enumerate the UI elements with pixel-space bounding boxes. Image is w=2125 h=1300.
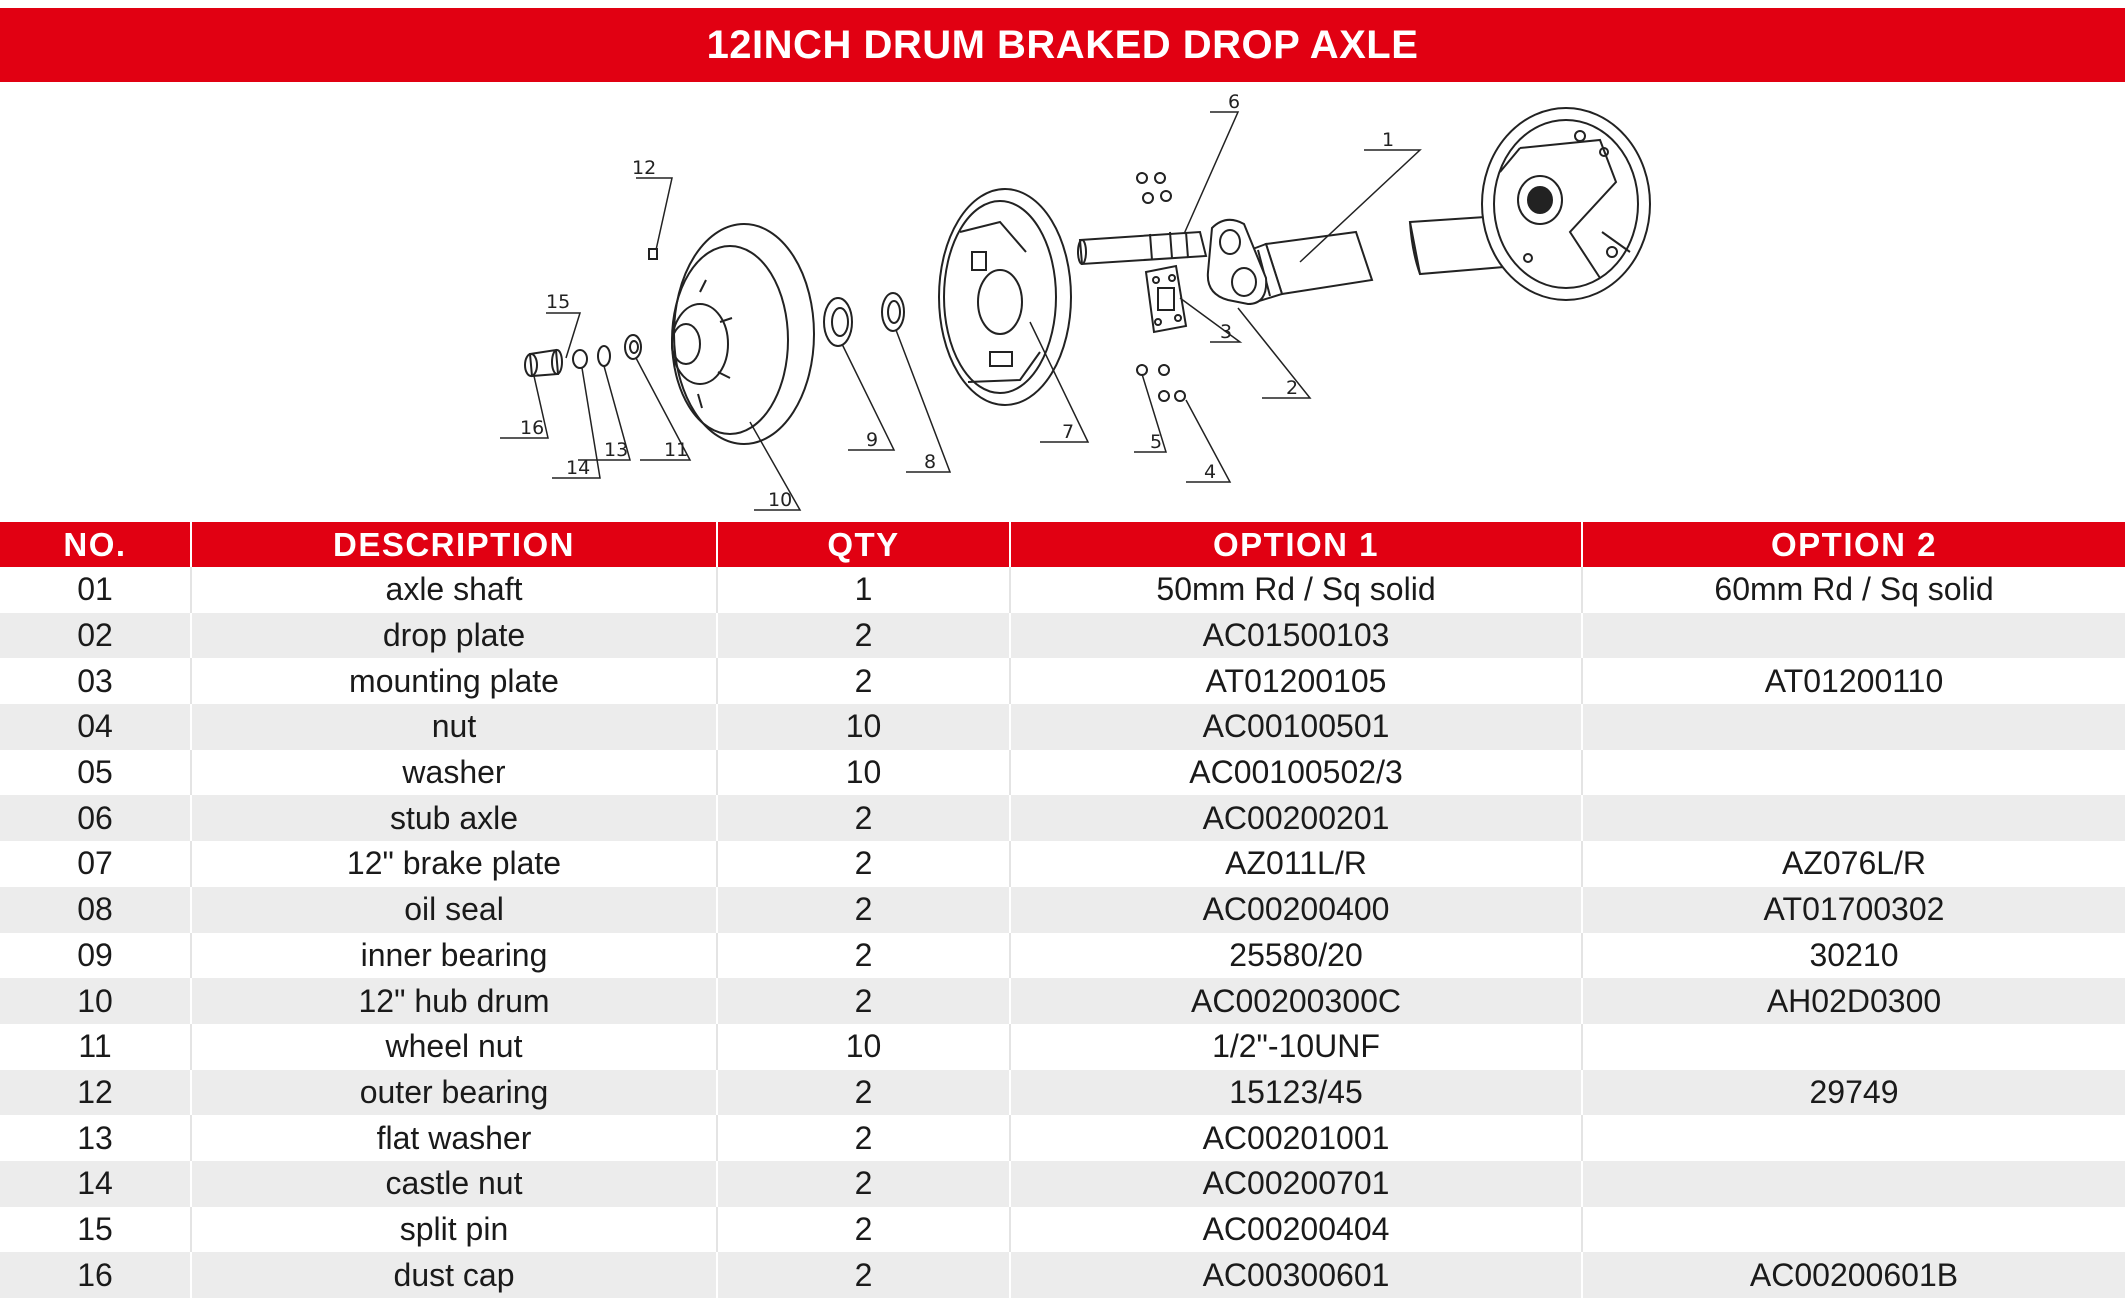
hub-drum-drawing: [672, 224, 814, 444]
callout-12: 12: [632, 157, 657, 179]
cell-option-2: [1582, 613, 2125, 659]
cell-no: 10: [0, 978, 191, 1024]
cell-option-1: 25580/20: [1010, 933, 1582, 979]
cell-description: mounting plate: [191, 658, 717, 704]
cell-description: 12" brake plate: [191, 841, 717, 887]
cell-description: 12" hub drum: [191, 978, 717, 1024]
cell-no: 07: [0, 841, 191, 887]
callout-4: 4: [1204, 461, 1217, 483]
cell-qty: 2: [717, 841, 1010, 887]
mounting-plate-drawing: [1146, 266, 1186, 332]
table-row: [0, 1024, 2125, 1070]
cell-qty: 10: [717, 750, 1010, 796]
parts-table: [0, 522, 2125, 1298]
cell-option-2: [1582, 750, 2125, 796]
table-row: [0, 841, 2125, 887]
callout-8: 8: [924, 451, 937, 473]
cell-option-1: AC00300601: [1010, 1252, 1582, 1298]
callout-10: 10: [768, 489, 793, 511]
cell-qty: 10: [717, 1024, 1010, 1070]
cell-qty: 1: [717, 567, 1010, 613]
cell-qty: 10: [717, 704, 1010, 750]
cell-qty: 2: [717, 1070, 1010, 1116]
table-row: [0, 613, 2125, 659]
cell-option-1: AC00100501: [1010, 704, 1582, 750]
cell-option-2: AZ076L/R: [1582, 841, 2125, 887]
callout-16: 16: [520, 417, 545, 439]
callout-9: 9: [866, 429, 879, 451]
cell-option-2: [1582, 1024, 2125, 1070]
stub-axle-drawing: [1078, 232, 1206, 264]
cell-description: stub axle: [191, 795, 717, 841]
cell-no: 08: [0, 887, 191, 933]
cell-no: 05: [0, 750, 191, 796]
cell-description: inner bearing: [191, 933, 717, 979]
cell-option-2: [1582, 1161, 2125, 1207]
cell-qty: 2: [717, 1115, 1010, 1161]
cell-option-2: [1582, 1207, 2125, 1253]
cell-option-1: 15123/45: [1010, 1070, 1582, 1116]
cell-option-2: AC00200601B: [1582, 1252, 2125, 1298]
cell-option-2: AH02D0300: [1582, 978, 2125, 1024]
cell-option-2: [1582, 1115, 2125, 1161]
header-option-1: OPTION 1: [1010, 522, 1582, 567]
table-row: [0, 933, 2125, 979]
callout-7: 7: [1062, 421, 1075, 443]
cell-qty: 2: [717, 1252, 1010, 1298]
exploded-axle-diagram: [0, 82, 2125, 522]
cell-option-1: AC00200400: [1010, 887, 1582, 933]
table-row: [0, 1207, 2125, 1253]
cell-no: 14: [0, 1161, 191, 1207]
cell-option-2: [1582, 704, 2125, 750]
cell-option-2: [1582, 795, 2125, 841]
flat-washer-drawing: [598, 346, 610, 366]
cell-description: outer bearing: [191, 1070, 717, 1116]
cell-option-1: AC01500103: [1010, 613, 1582, 659]
cell-no: 03: [0, 658, 191, 704]
cell-option-1: AT01200105: [1010, 658, 1582, 704]
cell-no: 04: [0, 704, 191, 750]
callout-11: 11: [664, 439, 689, 461]
cell-option-1: AZ011L/R: [1010, 841, 1582, 887]
cell-description: oil seal: [191, 887, 717, 933]
cell-option-2: 30210: [1582, 933, 2125, 979]
cell-option-1: AC00200300C: [1010, 978, 1582, 1024]
wheel-nut-drawing: [625, 335, 641, 359]
table-row: [0, 978, 2125, 1024]
table-row: [0, 658, 2125, 704]
table-row: [0, 704, 2125, 750]
cell-qty: 2: [717, 978, 1010, 1024]
cell-description: axle shaft: [191, 567, 717, 613]
cell-no: 01: [0, 567, 191, 613]
axle-tube-drawing: [1250, 232, 1372, 302]
table-header-row: [0, 522, 2125, 567]
cell-option-2: AT01200110: [1582, 658, 2125, 704]
table-row: [0, 750, 2125, 796]
cell-description: wheel nut: [191, 1024, 717, 1070]
callout-2: 2: [1286, 377, 1299, 399]
inner-bearing-drawing: [824, 298, 852, 346]
cell-option-2: AT01700302: [1582, 887, 2125, 933]
cell-qty: 2: [717, 1161, 1010, 1207]
cell-no: 02: [0, 613, 191, 659]
drop-plate-drawing: [1208, 220, 1266, 304]
cell-option-1: AC00200201: [1010, 795, 1582, 841]
brake-plate-drawing: [939, 189, 1071, 405]
callout-14: 14: [566, 457, 591, 479]
cell-no: 15: [0, 1207, 191, 1253]
callout-3: 3: [1220, 321, 1233, 343]
dust-cap-drawing: [525, 350, 562, 376]
cell-option-2: 29749: [1582, 1070, 2125, 1116]
callout-15: 15: [546, 291, 571, 313]
table-row: [0, 1252, 2125, 1298]
table-row: [0, 567, 2125, 613]
table-row: [0, 887, 2125, 933]
cell-description: washer: [191, 750, 717, 796]
cell-qty: 2: [717, 933, 1010, 979]
cell-no: 09: [0, 933, 191, 979]
cell-option-2: 60mm Rd / Sq solid: [1582, 567, 2125, 613]
cell-description: dust cap: [191, 1252, 717, 1298]
table-row: [0, 795, 2125, 841]
callout-1: 1: [1382, 129, 1395, 151]
cell-option-1: 50mm Rd / Sq solid: [1010, 567, 1582, 613]
page-title: 12INCH DRUM BRAKED DROP AXLE: [0, 8, 2125, 82]
cell-qty: 2: [717, 795, 1010, 841]
cell-no: 06: [0, 795, 191, 841]
header-option-2: OPTION 2: [1582, 522, 2125, 567]
cell-option-1: AC00201001: [1010, 1115, 1582, 1161]
cell-no: 16: [0, 1252, 191, 1298]
callout-13: 13: [604, 439, 629, 461]
header-no: NO.: [0, 522, 191, 567]
table-row: [0, 1161, 2125, 1207]
outer-bearing-drawing: [649, 249, 657, 259]
cell-qty: 2: [717, 887, 1010, 933]
cell-no: 13: [0, 1115, 191, 1161]
cell-option-1: AC00200404: [1010, 1207, 1582, 1253]
cell-description: split pin: [191, 1207, 717, 1253]
table-row: [0, 1115, 2125, 1161]
table-row: [0, 1070, 2125, 1116]
header-qty: QTY: [717, 522, 1010, 567]
cell-no: 11: [0, 1024, 191, 1070]
cell-qty: 2: [717, 658, 1010, 704]
oil-seal-drawing: [882, 293, 904, 331]
header-description: DESCRIPTION: [191, 522, 717, 567]
castle-nut-drawing: [573, 350, 587, 368]
callout-6: 6: [1228, 91, 1241, 113]
callout-5: 5: [1150, 431, 1163, 453]
cell-qty: 2: [717, 1207, 1010, 1253]
cell-description: drop plate: [191, 613, 717, 659]
cell-option-1: AC00100502/3: [1010, 750, 1582, 796]
cell-no: 12: [0, 1070, 191, 1116]
axle-assembly-drawing: [1410, 108, 1650, 300]
cell-description: flat washer: [191, 1115, 717, 1161]
cell-option-1: AC00200701: [1010, 1161, 1582, 1207]
cell-description: castle nut: [191, 1161, 717, 1207]
cell-option-1: 1/2"-10UNF: [1010, 1024, 1582, 1070]
cell-qty: 2: [717, 613, 1010, 659]
cell-description: nut: [191, 704, 717, 750]
